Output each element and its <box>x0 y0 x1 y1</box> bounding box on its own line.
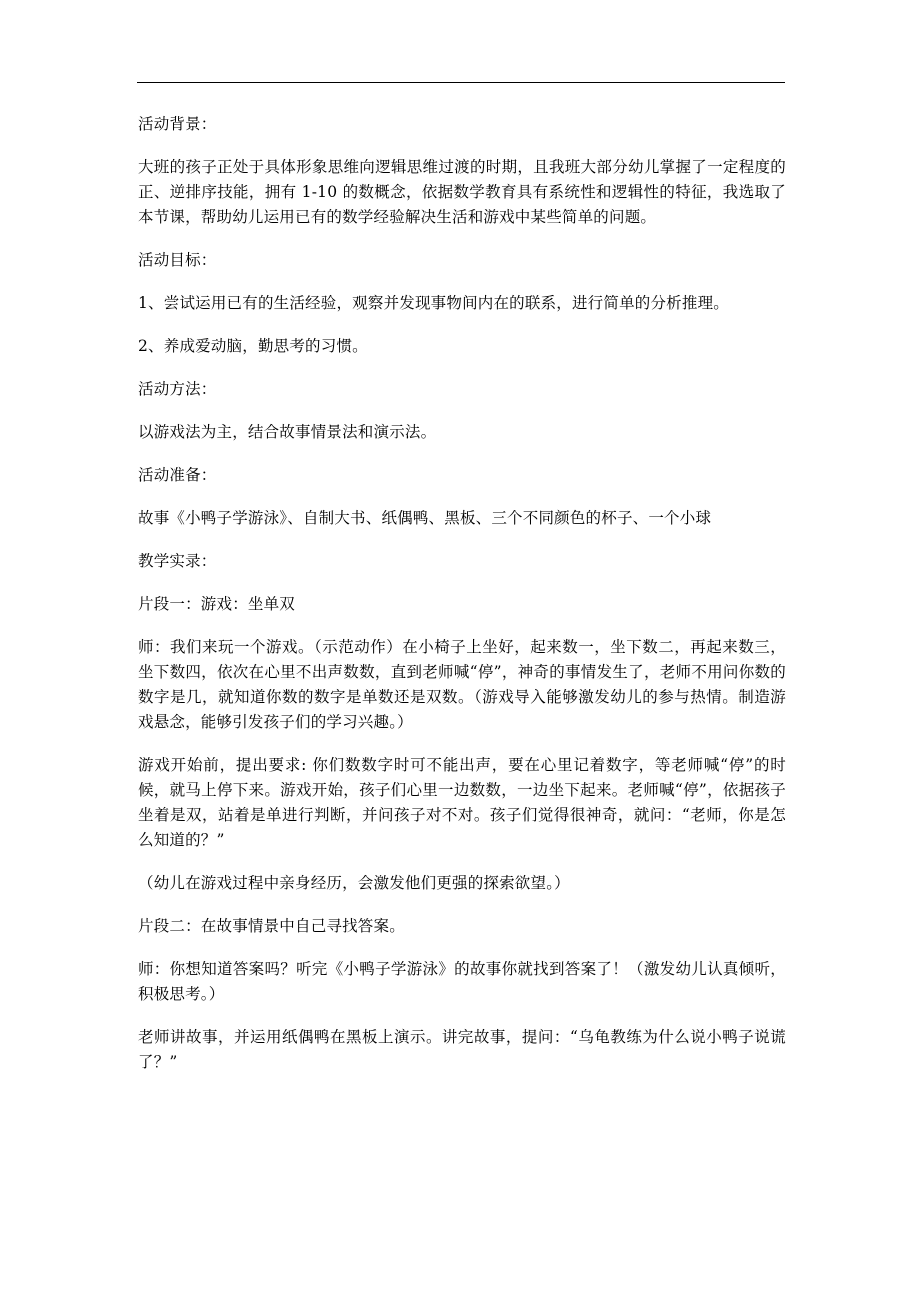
paragraph-segment-1-intro: 师：我们来玩一个游戏。（示范动作）在小椅子上坐好，起来数一，坐下数二，再起来数三，坐下数四，依次在心里不出声数数，直到老师喊“停”，神奇的事情发生了，老师不用问你数的数字是几，就知道你数的数字是单数还是双数。（游戏导入能够激发幼儿的参与热情。制造游戏悬念，能够引发孩子们的学习兴趣。） <box>138 638 786 731</box>
paragraph-segment-1-game: 游戏开始前，提出要求: 你们数数字时可不能出声，要在心里记着数字，等老师喊“停”的时候，就马上停下来。游戏开始，孩子们心里一边数数，一边坐下起来。老师喊“停”，依据孩子坐着是双，站着是单进行判断，并问孩子对不对。孩子们觉得很神奇，就问：“老师，你是怎么知道的？” <box>138 756 786 849</box>
document-body <box>138 112 786 1093</box>
heading-methods: 活动方法： <box>138 380 217 398</box>
heading-segment-2: 片段二：在故事情景中自己寻找答案。 <box>138 917 405 935</box>
heading-teaching-record: 教学实录： <box>138 552 217 570</box>
paragraph-methods: 以游戏法为主，结合故事情景法和演示法。 <box>138 423 437 441</box>
goal-item-2: 2、养成爱动脑，勤思考的习惯。 <box>138 337 368 355</box>
paragraph-background: 大班的孩子正处于具体形象思维向逻辑思维过渡的时期，且我班大部分幼儿掌握了一定程度的正、逆排序技能，拥有 1-10 的数概念，依据数学教育具有系统性和逻辑性的特征，我选取了本节课，帮助幼儿运用已有的数学经验解决生活和游戏中某些简单的问题。 <box>138 158 786 226</box>
paragraph-segment-1-note: （幼儿在游戏过程中亲身经历，会激发他们更强的探索欲望。） <box>138 874 570 892</box>
paragraph-segment-2-intro: 师：你想知道答案吗？听完《小鸭子学游泳》的故事你就找到答案了！（激发幼儿认真倾听，积极思考。） <box>138 960 786 1003</box>
header-rule <box>137 82 785 83</box>
heading-background: 活动背景： <box>138 115 217 133</box>
paragraph-preparation: 故事《小鸭子学游泳》、自制大书、纸偶鸭、黑板、三个不同颜色的杯子、一个小球 <box>138 509 712 527</box>
goal-item-1: 1、尝试运用已有的生活经验，观察并发现事物间内在的联系，进行简单的分析推理。 <box>138 294 729 312</box>
heading-preparation: 活动准备： <box>138 466 217 484</box>
paragraph-segment-2-story: 老师讲故事，并运用纸偶鸭在黑板上演示。讲完故事，提问：“乌龟教练为什么说小鸭子说谎了？” <box>138 1028 786 1071</box>
heading-goals: 活动目标： <box>138 251 217 269</box>
heading-segment-1: 片段一：游戏：坐单双 <box>138 595 296 613</box>
